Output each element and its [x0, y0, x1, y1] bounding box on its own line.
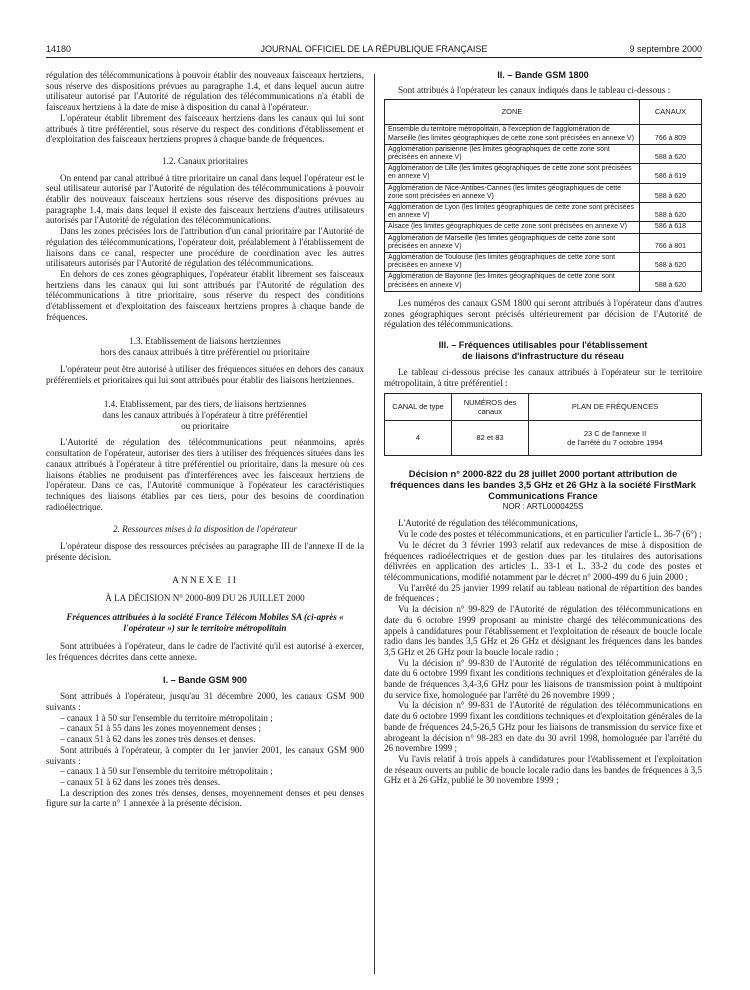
zone-table: [384, 99, 702, 291]
table-row: [385, 164, 702, 183]
zone-cell: Agglomération de Bayonne (les limites géographiques de cette zone sont précisées en annexe V): [385, 272, 640, 291]
section-heading: II. – Bande GSM 1800: [497, 70, 589, 80]
issue-date: 9 septembre 2000: [629, 44, 702, 54]
paragraph: L'Autorité de régulation des télécommunications,: [398, 518, 578, 529]
channel-list: [46, 713, 364, 745]
section-heading: 2. Ressources mises à la disposition de l'opérateur: [113, 524, 297, 535]
section-heading: [384, 340, 702, 361]
paragraph: Vu le code des postes et télécommunications, et en particulier l'article L. 36-7 (6°) ;: [398, 529, 702, 540]
heading-line: III. – Fréquences utilisables pour l'établissement: [438, 339, 648, 350]
paragraph: Vu la décision n° 99-830 de l'Autorité de régulation des télécommunications en date du 6 octobre 1999 fixant les conditions techniques et d'exploitation générales de la bande de fréquences 3,4-3,6 GHz pour les liaisons de transmission point à multipoint du service fixe, homologuée par l'arrêté du 26 novembre 1999 ;: [384, 657, 702, 700]
canaux-cell: 766 à 809: [640, 125, 702, 144]
paragraph: Le tableau ci-dessous précise les canaux attribués à l'opérateur sur le territoire métropolitain, à titre préférentiel :: [384, 367, 702, 389]
paragraph: Vu l'arrêté du 25 janvier 1999 relatif au tableau national de répartition des bandes de fréquences ;: [384, 582, 702, 604]
zone-cell: Agglomération de Nice-Antibes-Cannes (les limites géographiques de cette zone sont précisées en annexe V): [385, 183, 640, 202]
canaux-cell: 586 à 618: [640, 222, 702, 233]
table-header: NUMÉROS des canaux: [452, 393, 529, 420]
zone-cell: Agglomération de Toulouse (les limites géographiques de cette zone sont précisées en annexe V): [385, 253, 640, 272]
journal-title: JOURNAL OFFICIEL DE LA RÉPUBLIQUE FRANÇAISE: [260, 44, 488, 54]
heading-line: de liaisons d'infrastructure du réseau: [462, 350, 624, 361]
paragraph: L'opérateur dispose des ressources précisées au paragraphe III de l'annexe II de la présente décision.: [46, 541, 364, 562]
paragraph: Dans les zones précisées lors de l'attribution d'un canal prioritaire par l'Autorité de régulation des télécommunications, l'opérateur doit, préalablement à l'établissement de liaisons dans ce canal, respecter une procédure de coordination avec les autres utilisateurs autorisés par l'Autorité de régulation des télécommunications.: [46, 226, 364, 269]
frequency-table: [384, 393, 702, 456]
table-row: [385, 203, 702, 222]
table-header: PLAN DE FRÉQUENCES: [529, 393, 702, 420]
type-cell: 4: [385, 420, 452, 455]
paragraph: On entend par canal attribué à titre prioritaire un canal dans lequel l'opérateur est le seul utilisateur autorisé par l'Autorité de régulation des télécommunications à pouvoir établir des nouveaux faisceaux hertziens sous réserve des dispositions prévues au paragraphe 1.4, mais dans lequel il existe des faisceaux hertziens d'autres utilisateurs autorisés par l'Autorité de régulation des télécommunications.: [46, 172, 364, 226]
list-item: – canaux 51 à 62 dans les zones très denses et denses.: [60, 734, 364, 745]
zone-cell: Ensemble du territoire métropolitain, à l'exception de l'agglomération de Marseille (les limites géographiques de cette zone sont précisées en annexe V): [385, 125, 640, 144]
section-heading: I. – Bande GSM 900: [163, 674, 247, 685]
plan-line: 23 C de l'annexe II: [583, 428, 647, 438]
heading-line: 1.3. Etablissement de liaisons hertziennes: [129, 336, 281, 347]
zone-cell: Agglomération parisienne (les limites géographiques de cette zone sont précisées en annexe V): [385, 144, 640, 163]
table-row: [385, 144, 702, 163]
annexe-heading: ANNEXE II: [172, 576, 238, 587]
section-heading: 1.2. Canaux prioritaires: [162, 155, 248, 166]
canaux-cell: 586 à 619: [640, 164, 702, 183]
paragraph: Vu la décision n° 99-831 de l'Autorité de régulation des télécommunications en date du 6 octobre 1999 fixant les conditions techniques et d'exploitation générales de la bande de fréquences 24,5-26,5 GHz pour les liaisons de transmission du service fixe et abrogeant la décision n° 98-283 en date du 30 avril 1998, homologuée par l'arrêté du 26 novembre 1999 ;: [384, 700, 702, 754]
table-header: CANAL de type: [385, 393, 452, 420]
canaux-cell: 588 à 620: [640, 272, 702, 291]
page-number: 14180: [46, 44, 72, 54]
decision-title: Décision n° 2000-822 du 28 juillet 2000 portant attribution de fréquences dans les bandes 3,5 GHz et 26 GHz à la société FirstMark Communications France: [390, 467, 696, 501]
table-row: [385, 420, 702, 455]
table-header: CANAUX: [640, 100, 702, 125]
paragraph: L'Autorité de régulation des télécommunications peut néanmoins, après consultation de l'opérateur, autoriser des tiers à utiliser des fréquences situées dans les canaux attribués à l'opérateur à titre préférentiel ou prioritaire, dans la mesure où ces liaisons établies ne produisent pas d'interférences avec les faisceaux hertziens de l'opérateur. Dans ce cas, l'Autorité communique à l'opérateur les caractéristiques techniques des liaisons établies par ces tiers, pour des besoins de coordination radioélectrique.: [46, 437, 364, 512]
paragraph: Vu le décret du 3 février 1993 relatif aux redevances de mise à disposition de fréquences radioélectriques et de gestion dues par les titulaires des autorisations délivrées en application des articles L. 33-1 et L. 33-2 du code des postes et télécommunications, modifié notamment par le décret n° 2000-499 du 6 juin 2000 ;: [384, 539, 702, 582]
table-row: [385, 183, 702, 202]
heading-line: 1.4. Etablissement, par des tiers, de liaisons hertziennes: [103, 399, 307, 410]
paragraph: Les numéros des canaux GSM 1800 qui seront attribués à l'opérateur dans d'autres zones géographiques seront précisés ultérieurement par décision de l'Autorité de régulation des télécommunications.: [384, 297, 702, 330]
paragraph: L'opérateur établit librement des faisceaux hertziens dans les canaux qui lui sont attribués à titre préférentiel, sous réserve du respect des conditions d'établissement et d'exploitation des faisceaux hertziens propres à chaque bande de fréquences.: [46, 112, 364, 145]
right-column: [384, 70, 702, 786]
page-header: [46, 41, 702, 58]
list-item: – canaux 1 à 50 sur l'ensemble du territoire métropolitain ;: [60, 713, 364, 724]
plan-cell: [529, 420, 702, 455]
list-item: – canaux 51 à 62 dans les zones très denses.: [60, 777, 364, 788]
table-row: [385, 233, 702, 252]
section-heading: [46, 399, 364, 431]
heading-line: ou prioritaire: [181, 420, 229, 431]
canaux-cell: 588 à 620: [640, 203, 702, 222]
paragraph: Sont attribuées à l'opérateur, dans le cadre de l'activité qu'il est autorisé à exercer, les fréquences décrites dans cette annexe.: [46, 641, 364, 662]
paragraph: En dehors de ces zones géographiques, l'opérateur établit librement ses faisceaux hertziens dans les canaux qui lui sont attribués par l'Autorité de régulation des télécommunications à titre prioritaire, sous réserve du respect des conditions d'établissement et d'exploitation des faisceaux hertziens propres à chaque bande de fréquences.: [46, 268, 364, 322]
table-row: [385, 272, 702, 291]
paragraph: régulation des télécommunications à pouvoir établir des nouveaux faisceaux hertziens, sous réserve des dispositions prévues au paragraphe 1.4, et dans lequel aucun autre utilisateur autorisé par l'Autorité de régulation des télécommunications n'a établi de faisceaux hertziens à la date de mise à disposition du canal à l'opérateur.: [46, 70, 364, 113]
canaux-cell: 588 à 620: [640, 183, 702, 202]
paragraph: La description des zones très denses, denses, moyennement denses et peu denses figure sur la carte n° 1 annexée à la présente décision.: [46, 787, 364, 809]
plan-line: de l'arrêté du 7 octobre 1994: [567, 437, 663, 447]
canaux-cell: 766 à 801: [640, 233, 702, 252]
heading-line: hors des canaux attribués à titre préférentiel ou prioritaire: [100, 347, 310, 358]
numeros-cell: 82 et 83: [452, 420, 529, 455]
nor-reference: NOR : ARTL0000425S: [502, 501, 584, 511]
paragraph: Vu la décision n° 99-829 de l'Autorité de régulation des télécommunications en date du 6 octobre 1999 proposant au ministre chargé des télécommunications des appels à candidatures pour l'établissement et l'exploitation de réseaux de boucle locale radio dans les bandes 3,5 GHz et 26 GHz et désignant les fréquences dans les bandes 3,5 GHz et 26 GHz pour la boucle locale radio ;: [384, 604, 702, 657]
left-column: [46, 70, 364, 809]
paragraph: Vu l'avis relatif à trois appels à candidatures pour l'établissement et l'exploitation de réseaux ouverts au public de boucle locale radio dans les bandes de fréquences à 3,5 GHz et à 26 GHz, publié le 30 novembre 1999 ;: [384, 753, 702, 786]
paragraph: L'opérateur peut être autorisé à utiliser des fréquences situées en dehors des canaux préférentiels et prioritaires qui lui sont attribués pour établir des liaisons hertziennes.: [46, 363, 364, 385]
table-row: [385, 253, 702, 272]
list-item: – canaux 51 à 55 dans les zones moyennement denses ;: [60, 723, 364, 734]
table-header: ZONE: [385, 100, 640, 125]
zone-cell: Alsace (les limites géographiques de cette zone sont précisées en annexe V): [385, 222, 640, 233]
section-heading: [46, 336, 364, 357]
annexe-title: Fréquences attribuées à la société France Télécom Mobiles SA (ci-après « l'opérateur ») sur le territoire métropolitain: [66, 611, 344, 633]
table-row: [385, 125, 702, 144]
canaux-cell: 588 à 620: [640, 144, 702, 163]
zone-cell: Agglomération de Marseille (les limites géographiques de cette zone sont précisées en annexe V): [385, 233, 640, 252]
zone-cell: Agglomération de Lille (les limites géographiques de cette zone sont précisées en annexe V): [385, 164, 640, 183]
paragraph: Sont attribués à l'opérateur les canaux indiqués dans le tableau ci-dessous :: [398, 84, 671, 95]
paragraph: Sont attribués à l'opérateur, jusqu'au 31 décembre 2000, les canaux GSM 900 suivants :: [46, 691, 364, 713]
column-divider: [374, 74, 375, 974]
channel-list: [46, 766, 364, 787]
table-row: [385, 222, 702, 233]
canaux-cell: 588 à 620: [640, 253, 702, 272]
paragraph: Sont attribués à l'opérateur, à compter du 1er janvier 2001, les canaux GSM 900 suivants :: [46, 744, 364, 766]
annexe-subheading: À LA DÉCISION N° 2000-809 DU 26 JUILLET 2000: [105, 593, 305, 604]
heading-line: dans les canaux attribués à l'opérateur à titre préférentiel: [102, 409, 308, 420]
zone-cell: Agglomération de Lyon (les limites géographiques de cette zone sont précisées en annexe V): [385, 203, 640, 222]
list-item: – canaux 1 à 50 sur l'ensemble du territoire métropolitain ;: [60, 766, 364, 777]
